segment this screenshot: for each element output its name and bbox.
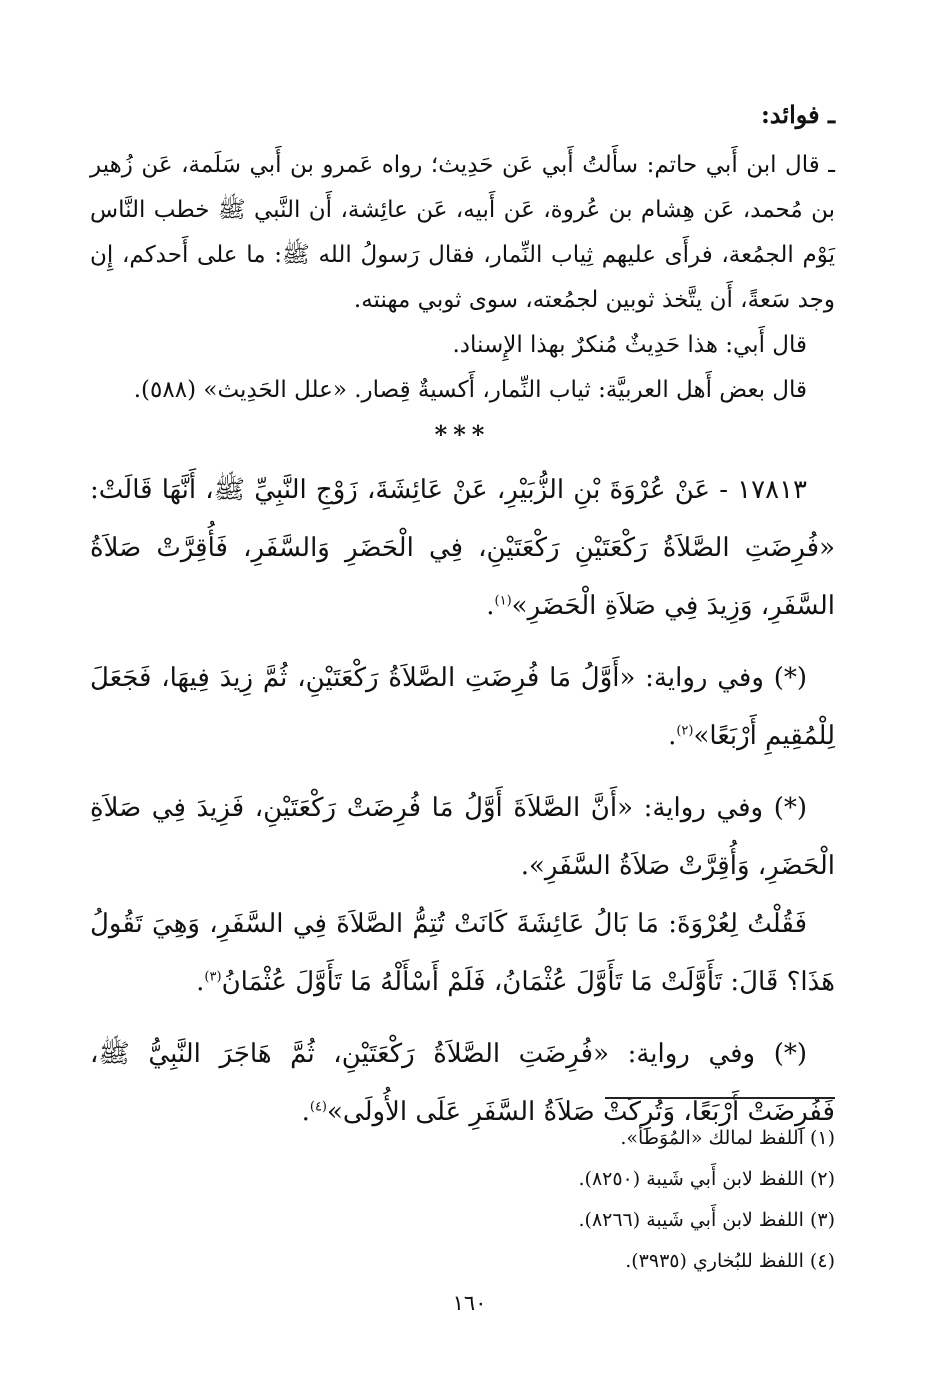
narration <box>90 649 835 765</box>
hadith-main <box>90 461 835 635</box>
section-separator-stars: *** <box>434 420 491 449</box>
narration <box>90 895 835 1011</box>
hadith-intro: عَنْ عُرْوَةَ بْنِ الزُّبَيْرِ، عَنْ عَائِشَةَ، زَوْجِ النَّبِيِّ ﷺ، أَنَّهَا قَالَتْ: <box>90 475 711 505</box>
page-body <box>90 95 835 1141</box>
footnote: (٢) اللفظ لابن أَبي شَيبة (٨٢٥٠). <box>578 1168 835 1190</box>
section-heading: ـ فوائد: <box>760 100 835 129</box>
hadith-end: . <box>486 591 495 621</box>
benefit-paragraph: ـ قال ابن أَبي حاتم: سأَلتُ أَبي عَن حَدِيث؛ رواه عَمرو بن أَبي سَلَمة، عَن زُهير بن مُحمد، عَن هِشام بن عُروة، عَن أَبيه، عَن عائِشة، أَن النَّبي ﷺ خطب النَّاس يَوْم الجمُعة، فرأَى عليهم ثِياب النِّمار، فقال رَسولُ الله ﷺ: ما على أَحدكم، إِن وجد سَعةً، أَن يتَّخذ ثوبين لجمُعته، سوى ثوبي مهنته. <box>90 152 835 313</box>
footnote: (١) اللفظ لمالك «المُوَطأ». <box>620 1127 835 1149</box>
footnote-ref: (٣) <box>204 969 222 985</box>
footnote: (٤) اللفظ للبُخاري (٣٩٣٥). <box>625 1250 835 1272</box>
narration-text: (*) وفي رواية: «فُرِضَتِ الصَّلاَةُ رَكْعَتَيْنِ، ثُمَّ هَاجَرَ النَّبِيُّ ﷺ، فَفُرِضَتْ أَرْبَعًا، وَتُرِكَتْ صَلاَةُ السَّفَرِ عَلَى الأُولَى» <box>90 1039 835 1127</box>
narration-end: . <box>668 721 677 751</box>
footnote: (٣) اللفظ لابن أَبي شَيبة (٨٢٦٦). <box>578 1209 835 1231</box>
narration-text: (*) وفي رواية: «أَوَّلُ مَا فُرِضَتِ الصَّلاَةُ رَكْعَتَيْنِ، ثُمَّ زِيدَ فِيهَا، فَجَعَلَ لِلْمُقِيمِ أَرْبَعًا» <box>90 663 835 751</box>
page-number: ١٦٠ <box>452 1291 487 1315</box>
narration <box>90 779 835 895</box>
benefit-paragraph: قال أَبي: هذا حَدِيثٌ مُنكرٌ بهذا الإِسناد. <box>452 332 807 358</box>
footnote-ref: (٤) <box>309 1099 327 1115</box>
narration-end: . <box>196 967 205 997</box>
footnote-separator <box>605 1097 835 1099</box>
hadith-text: «فُرِضَتِ الصَّلاَةُ رَكْعَتَيْنِ رَكْعَتَيْنِ، فِي الْحَضَرِ وَالسَّفَرِ، فَأُقِرَّتْ صَلاَةُ السَّفَرِ، وَزِيدَ فِي صَلاَةِ الْحَضَرِ» <box>90 533 835 621</box>
narration-text: فَقُلْتُ لِعُرْوَةَ: مَا بَالُ عَائِشَةَ كَانَتْ تُتِمُّ الصَّلاَةَ فِي السَّفَرِ، وَهِيَ تَقُولُ هَذَا؟ قَالَ: تَأَوَّلَتْ مَا تَأَوَّلَ عُثْمَانُ، فَلَمْ أَسْأَلْهُ مَا تَأَوَّلَ عُثْمَانُ <box>90 909 835 997</box>
footnote-ref: (١) <box>494 593 512 609</box>
footnote-ref: (٢) <box>676 723 694 739</box>
footnotes <box>235 1118 835 1282</box>
narration-end: . <box>301 1097 310 1127</box>
hadith-number: ١٧٨١٣ <box>737 475 807 505</box>
narration-text: (*) وفي رواية: «أَنَّ الصَّلاَةَ أَوَّلُ مَا فُرِضَتْ رَكْعَتَيْنِ، فَزِيدَ فِي صَلاَةِ الْحَضَرِ، وَأُقِرَّتْ صَلاَةُ السَّفَرِ». <box>90 793 835 881</box>
hadith-dash: - <box>719 475 728 505</box>
benefit-paragraph: قال بعض أَهل العربيَّة: ثياب النِّمار، أَكسيةٌ قِصار. «علل الحَدِيث» (٥٨٨). <box>133 377 807 403</box>
